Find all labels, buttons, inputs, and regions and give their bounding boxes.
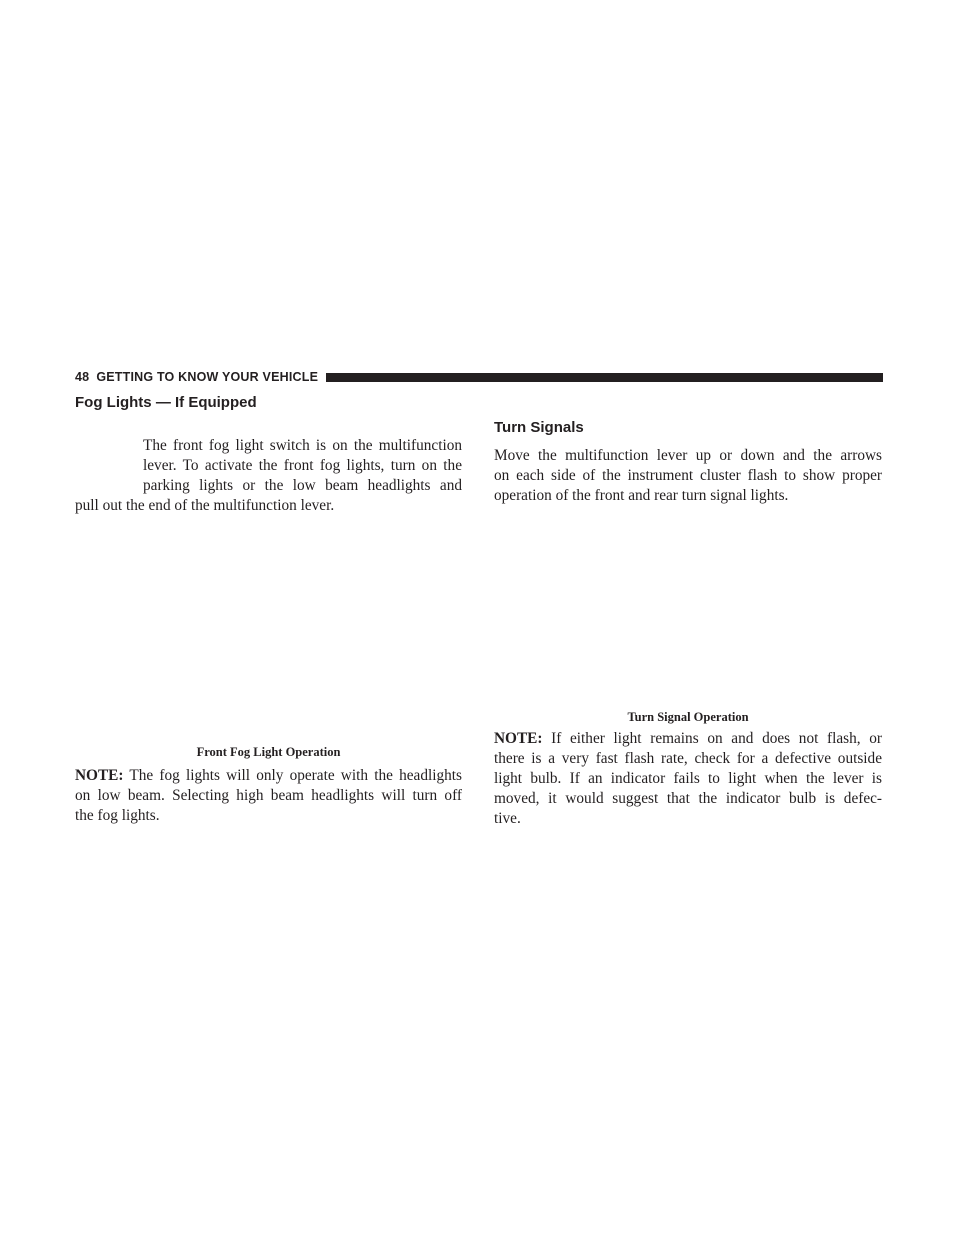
fog-intro-line-3: parking lights or the low beam headlights and <box>143 477 462 494</box>
fog-lights-heading: Fog Lights — If Equipped <box>75 394 257 411</box>
turn-note-line-5: tive. <box>494 810 521 827</box>
fog-note-text-1: The fog lights will only operate with the headlights <box>129 767 462 784</box>
turn-note-line-2: there is a very fast flash rate, check for a defective outside <box>494 750 882 767</box>
fog-note-line-3: the fog lights. <box>75 807 160 824</box>
page-number: 48 <box>75 370 90 384</box>
fog-intro-line-2: lever. To activate the front fog lights, turn on the <box>143 457 462 474</box>
turn-intro-line-1: Move the multifunction lever up or down and the arrows <box>494 447 882 464</box>
fog-lights-intro <box>75 436 462 516</box>
turn-signals-note <box>494 729 882 829</box>
running-header <box>75 370 883 384</box>
turn-note-line-1 <box>494 729 882 749</box>
fog-intro-line-1: The front fog light switch is on the multifunction <box>143 437 462 454</box>
fog-intro-line-4: pull out the end of the multifunction lever. <box>75 497 335 514</box>
turn-note-line-4: moved, it would suggest that the indicator bulb is defec- <box>494 790 882 807</box>
turn-note-text-1: If either light remains on and does not flash, or <box>551 730 883 747</box>
fog-light-caption: Front Fog Light Operation <box>196 745 341 759</box>
turn-signals-intro <box>494 446 882 506</box>
turn-signal-caption: Turn Signal Operation <box>627 710 749 724</box>
fog-note-line-1 <box>75 766 462 786</box>
turn-note-label: NOTE: <box>494 730 543 747</box>
fog-note-line-2: on low beam. Selecting high beam headlights will turn off <box>75 787 462 804</box>
fog-note-label: NOTE: <box>75 767 124 784</box>
turn-signals-heading: Turn Signals <box>494 419 584 436</box>
turn-intro-line-3: operation of the front and rear turn signal lights. <box>494 487 789 504</box>
turn-note-line-3: light bulb. If an indicator fails to light when the lever is <box>494 770 882 787</box>
fog-lights-note <box>75 766 462 826</box>
section-title: GETTING TO KNOW YOUR VEHICLE <box>96 370 319 384</box>
header-rule <box>326 373 883 382</box>
turn-intro-line-2: on each side of the instrument cluster flash to show proper <box>494 467 882 484</box>
